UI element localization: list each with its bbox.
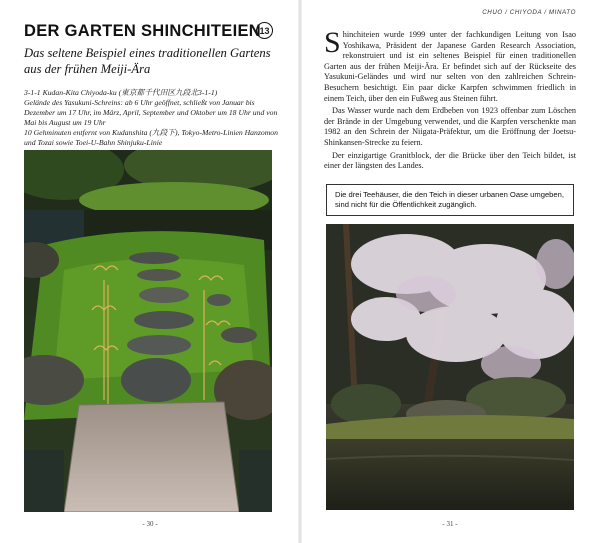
running-header: CHUO / CHIYODA / MINATO xyxy=(482,9,576,16)
page-title: DER GARTEN SHINCHITEIEN xyxy=(24,22,261,40)
garden-stone-path-photo xyxy=(24,150,272,512)
subtitle: Das seltene Beispiel eines traditionellen Gartens aus der frühen Meiji-Ära xyxy=(24,46,271,76)
paragraph-1: hinchiteien wurde 1999 unter der fachkundigen Leitung von Isao Yoshikawa, Präsident der Japanese Garden Research Association, rekonstruiert und ist ein seltenes Beispiel für einen traditionellen Garten aus der frühen Meiji-Ära. Er befindet sich auf der Rückseite des Yasukuni-Geländes und wird nur selten von den zahlreichen Schrein-Besuchern besichtigt. Ein paar dicke Karpfen schwimmen friedlich in einem Teich, über den ein Fußweg aus Steinen führt. xyxy=(324,30,576,103)
page-number-left: - 30 - xyxy=(142,520,158,528)
cherry-blossom-pond-photo xyxy=(326,224,574,510)
body-text xyxy=(324,26,576,174)
callout-box: Die drei Teehäuser, die den Teich in dieser urbanen Oase umgeben, sind nicht für die Öffentlichkeit zugänglich. xyxy=(326,184,574,216)
practical-info xyxy=(24,88,279,148)
entry-number-badge: 13 xyxy=(256,22,273,39)
right-page xyxy=(300,0,600,543)
address-line: 3-1-1 Kudan-Kita Chiyoda-ku (東京都千代田区九段北3-1-1) xyxy=(24,88,218,97)
drop-cap: S xyxy=(324,26,341,59)
directions: 10 Gehminuten entfernt von Kudanshita (九段下), Tokyo-Metro-Linien Hanzomon und Tozai sowie Toei-U-Bahn Shinjuku-Linie xyxy=(24,128,278,147)
paragraph-2: Das Wasser wurde nach dem Erdbeben von 1923 offenbar zum Löschen der Brände in der Umgebung verwendet, und die Karpfen verschenkte man 1982 an den Schrein der Niigata-Präfektur, um die Eröffnung der Joetsu-Shinkansen-Strecke zu feiern. xyxy=(324,106,576,147)
paragraph-3: Der einzigartige Granitblock, der die Brücke über den Teich bildet, ist einer der längsten des Landes. xyxy=(324,150,576,171)
page-number-right: - 31 - xyxy=(442,520,458,528)
opening-hours: Gelände des Yasukuni-Schreins: ab 6 Uhr geöffnet, schließt von Januar bis Dezember um 17 Uhr, im März, April, September und Oktober um 18 Uhr und von Mai bis August um 19 Uhr xyxy=(24,98,278,127)
